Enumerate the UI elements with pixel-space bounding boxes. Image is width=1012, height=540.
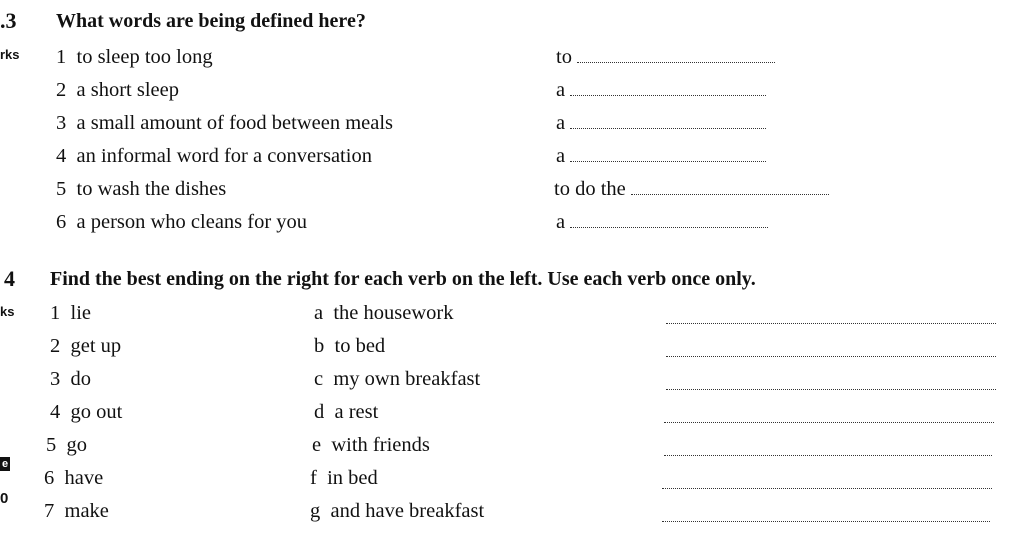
list-item: [44, 467, 103, 490]
list-item: [56, 79, 179, 102]
ending-text: a rest: [334, 401, 379, 423]
item-number: 3: [50, 368, 61, 390]
answer-blank[interactable]: [570, 128, 766, 129]
answer-prefix: a: [556, 112, 566, 134]
item-letter: a: [314, 302, 324, 324]
ending-text: and have breakfast: [330, 500, 485, 522]
item-definition: a short sleep: [76, 79, 179, 101]
answer-blank[interactable]: [570, 95, 766, 96]
list-item: [56, 145, 372, 168]
answer-prefix: to: [556, 46, 572, 68]
list-item: [314, 335, 385, 358]
item-number: 2: [50, 335, 61, 357]
item-letter: e: [312, 434, 322, 456]
list-item: [56, 178, 226, 201]
section-4-instruction: Find the best ending on the right for each verb on the left. Use each verb once only.: [50, 268, 756, 290]
item-letter: c: [314, 368, 324, 390]
list-item: [314, 302, 454, 325]
verb-text: go: [66, 434, 87, 456]
section-4-side-label: ks: [0, 304, 15, 319]
list-item: [56, 112, 393, 135]
answer-slot: [556, 145, 766, 168]
ending-text: the housework: [333, 302, 454, 324]
answer-prefix: a: [556, 145, 566, 167]
item-number: 6: [44, 467, 55, 489]
item-number: 3: [56, 112, 67, 134]
verb-text: get up: [70, 335, 122, 357]
item-definition: a person who cleans for you: [76, 211, 308, 233]
item-letter: f: [310, 467, 317, 489]
answer-blank[interactable]: [664, 455, 992, 456]
margin-badge-sub: 0: [0, 490, 9, 507]
verb-text: do: [70, 368, 91, 390]
answer-slot: [556, 112, 766, 135]
list-item: [314, 368, 480, 391]
verb-text: lie: [70, 302, 91, 324]
item-number: 6: [56, 211, 67, 233]
item-number: 4: [50, 401, 61, 423]
answer-slot: [556, 46, 775, 69]
list-item: [314, 401, 378, 424]
verb-text: go out: [70, 401, 123, 423]
item-number: 2: [56, 79, 67, 101]
section-3-side-label: rks: [0, 47, 20, 62]
section-4-number: 4: [4, 266, 15, 291]
answer-prefix: to do the: [554, 178, 626, 200]
answer-blank[interactable]: [662, 488, 992, 489]
list-item: [310, 500, 484, 523]
answer-slot: [554, 178, 829, 201]
item-definition: a small amount of food between meals: [76, 112, 394, 134]
ending-text: to bed: [334, 335, 386, 357]
list-item: [56, 211, 307, 234]
answer-blank[interactable]: [631, 194, 829, 195]
list-item: [46, 434, 87, 457]
section-3-number: .3: [0, 8, 17, 33]
answer-blank[interactable]: [570, 161, 766, 162]
answer-blank[interactable]: [570, 227, 768, 228]
item-letter: g: [310, 500, 321, 522]
list-item: [310, 467, 378, 490]
ending-text: in bed: [327, 467, 378, 489]
item-number: 7: [44, 500, 55, 522]
answer-blank[interactable]: [666, 356, 996, 357]
item-letter: d: [314, 401, 325, 423]
answer-slot: [556, 79, 766, 102]
item-definition: to sleep too long: [76, 46, 213, 68]
list-item: [50, 368, 91, 391]
answer-prefix: a: [556, 79, 566, 101]
list-item: [56, 46, 213, 69]
list-item: [312, 434, 430, 457]
item-definition: an informal word for a conversation: [76, 145, 372, 167]
ending-text: my own breakfast: [333, 368, 481, 390]
verb-text: make: [64, 500, 109, 522]
list-item: [50, 335, 121, 358]
list-item: [44, 500, 109, 523]
answer-blank[interactable]: [666, 389, 996, 390]
item-number: 1: [50, 302, 61, 324]
item-number: 5: [56, 178, 67, 200]
list-item: [50, 302, 91, 325]
answer-blank[interactable]: [577, 62, 775, 63]
item-definition: to wash the dishes: [76, 178, 227, 200]
answer-blank[interactable]: [664, 422, 994, 423]
ending-text: with friends: [331, 434, 430, 456]
answer-slot: [556, 211, 768, 234]
item-number: 4: [56, 145, 67, 167]
answer-prefix: a: [556, 211, 566, 233]
margin-badge: e: [2, 458, 9, 470]
answer-blank[interactable]: [666, 323, 996, 324]
answer-blank[interactable]: [662, 521, 990, 522]
list-item: [50, 401, 122, 424]
item-number: 1: [56, 46, 67, 68]
section-3-instruction: What words are being defined here?: [56, 10, 366, 32]
item-number: 5: [46, 434, 57, 456]
item-letter: b: [314, 335, 325, 357]
verb-text: have: [64, 467, 104, 489]
